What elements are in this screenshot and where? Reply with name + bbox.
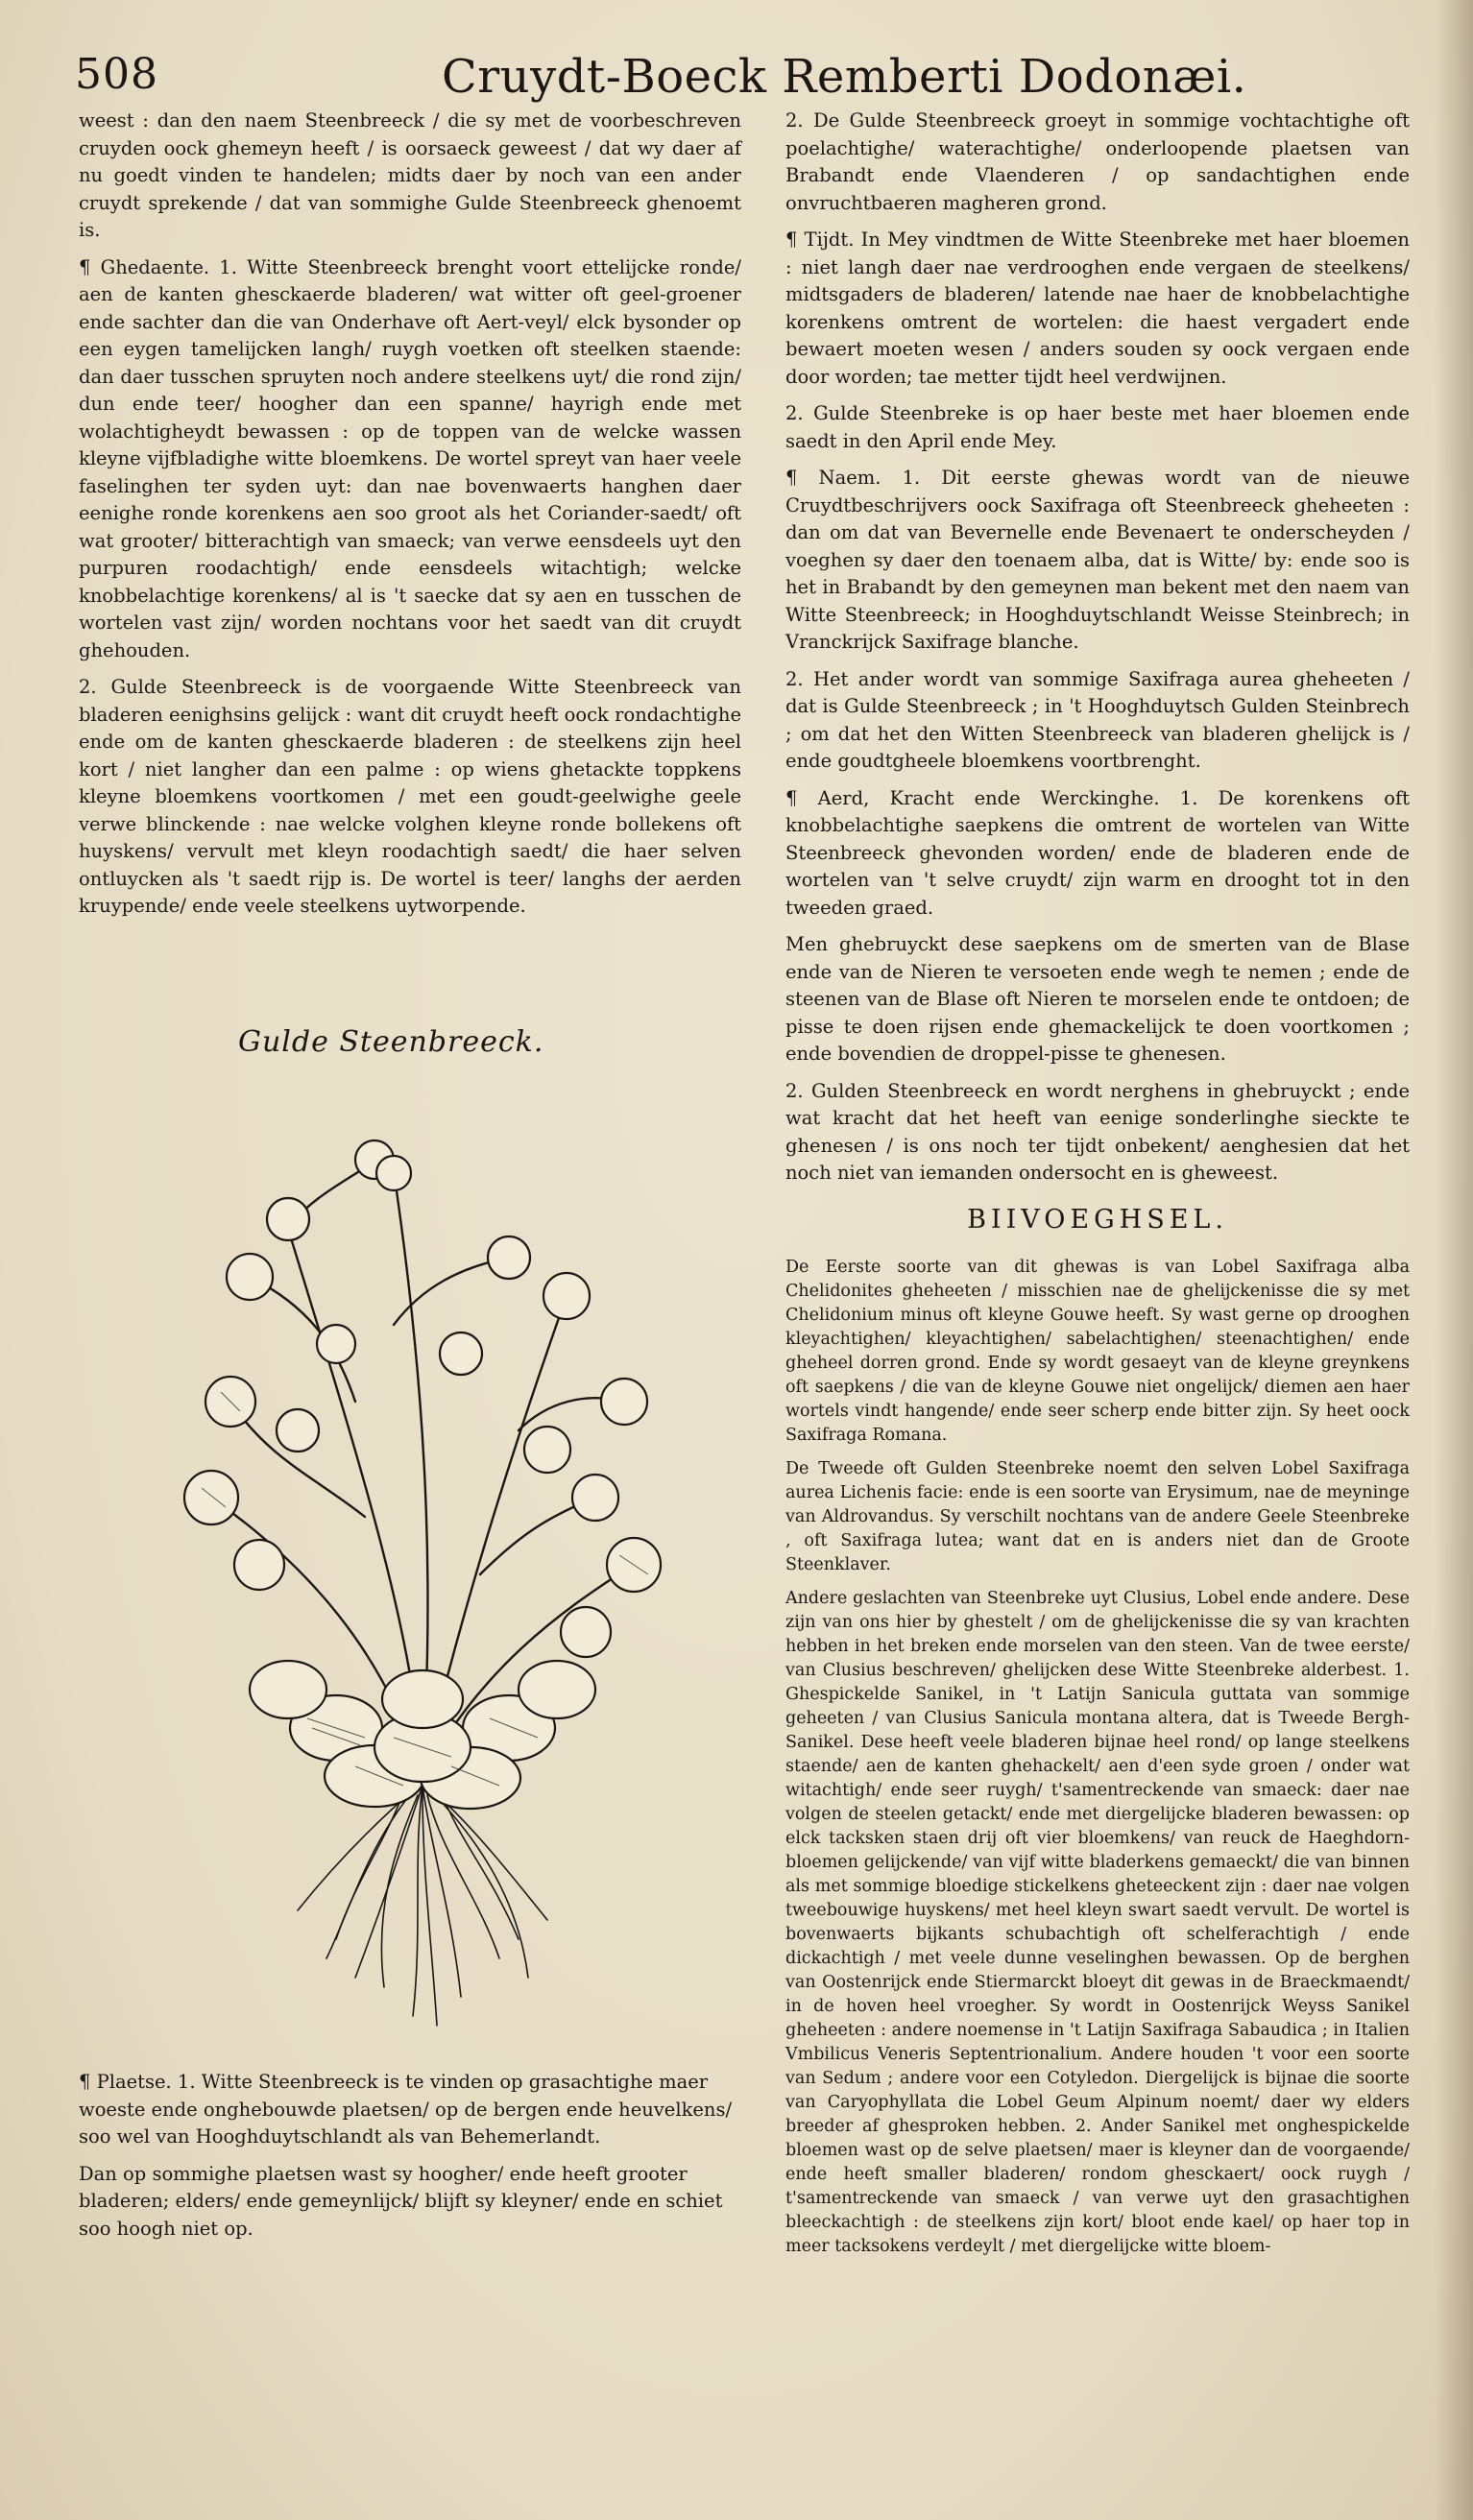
location-section [79,2069,741,2252]
figure-caption: Gulde Steenbreeck. [238,1025,544,1059]
right-paragraph: 2. De Gulde Steenbreeck groeyt in sommige vochtachtighe oft poelachtighe/ waterachtighe/ onderloopende plaetsen van Brabandt ende Vlaenderen / op sandachtighen ende onvruchtbaeren magheren grond. [785,109,1410,214]
location-paragraph: ¶ Plaetse. 1. Witte Steenbreeck is te vinden op grasachtighe maer woeste ende onghebouwde plaetsen/ op de bergen ende heuvelkens/ soo wel van Hooghduytschlandt als van Behemerlandt. [79,2071,733,2148]
left-paragraph: 2. Gulde Steenbreeck is de voorgaende Witte Steenbreeck van bladeren eenighsins gelijck : want dit cruydt heeft oock rondachtighe ende om de kanten ghesckaerde bladeren : de steelkens zijn heel kort / niet langher dan een palme : op wiens ghetackte toppkens kleyne bloemkens voortkomen / met een goudt-geelwighe geele verwe blinckende : nae welcke volghen kleyne ronde bollekens oft huyskens/ vervult met kleyn roodachtigh saedt/ die haer selven ontluycken als 't saedt rijp is. De wortel is teer/ langhs der aerden kruypende/ ende veele steelkens uytworpende. [79,676,741,917]
appendix-paragraph: Andere geslachten van Steenbreke uyt Clusius, Lobel ende andere. Dese zijn van ons hier by ghestelt / om de ghelijckenisse die sy van krachten hebben in het breken ende morselen van den steen. Van de twee eerste/ van Clusius beschreven/ ghelijcken dese Witte Steenbreke alderbest. 1. Ghespickelde Sanikel, in 't Latijn Sanicula guttata van sommige geheeten / van Clusius Sanicula montana altera, dat is Tweede Bergh-Sanikel. Dese heeft veele bladeren bijnae heel rond/ op lange steelkens staende/ aen de kanten ghehackelt/ aen d'een syde groen / onder wat witachtigh/ ende seer ruygh/ t'samentreckende van smaeck: daer nae volgen de steelen getackt/ ende met diergelijcke bladeren bewassen: op elck tacksken staen drij oft vier bloemkens/ van reuck de Haeghdorn-bloemen gelijckende/ van vijf witte bladerkens gemaeckt/ die van binnen als met sommige bloedige stickelkens gheteeckent zijn : daer nae volgen tweebouwige huyskens/ met heel kleyn swart saedt vervult. De wortel is bovenwaerts bijkants schubachtigh oft schelferachtigh / ende dickachtigh / met veele dunne veselinghen bewassen. Op de berghen van Oostenrijck ende Stiermarckt bloeyt dit gewas in de Braeckmaendt/ in de hoven heel vroegher. Sy wordt in Oostenrijck Weyss Sanikel gheheeten : andere noemense in 't Latijn Saxifraga Sabaudica ; in Italien Vmbilicus Veneris Septentrionalium. Andere houden 't voor een soorte van Sedum ; andere voor een Cotyledon. Diergelijck is bijnae die soorte van Caryophyllata die Lobel Geum Alpinum noemt/ daer wy elders breeder af ghesproken hebben. 2. Ander Sanikel met onghespickelde bloemen wast op de selve plaetsen/ maer is kleyner dan de voorgaende/ ende heeft smaller bladeren/ rondom ghesckaert/ oock ruygh / t'samentreckende van smaeck / van verwe uyt den grasachtighen bleeckachtigh : de steelkens zijn kort/ bloot ende kael/ op haer top in meer tacksokens verdeylt / met diergelijcke witte bloem- [785,1588,1410,2256]
roots [298,1786,547,2026]
right-paragraph: Men ghebruyckt dese saepkens om de smerten van de Blase ende van de Nieren te versoeten ende wegh te nemen ; ende de steenen van de Blase oft Nieren te morselen ende te ontdoen; de pisse te doen rijsen ende ghemackelijck te doen voortkomen ; ende bovendien de droppel-pisse te ghenesen. [785,933,1410,1065]
plant-woodcut-illustration [144,1114,701,2035]
right-paragraph: 2. Het ander wordt van sommige Saxifraga aurea gheheeten / dat is Gulde Steenbreeck ; in 't Hooghduytsch Gulden Steinbrech ; om dat het den Witten Steenbreeck van bladeren ghelijck is / ende goudtgheele bloemkens voortbrenght. [785,667,1410,772]
left-paragraph: weest : dan den naem Steenbreeck / die sy met de voorbeschreven cruyden oock ghemeyn heeft / is oorsaeck geweest / dat wy daer af nu goedt vinden te handelen; midts daer by noch van een ander cruydt sprekende / dat van sommighe Gulde Steenbreeck ghenoemt is. [79,109,741,241]
left-paragraph: ¶ Ghedaente. 1. Witte Steenbreeck brenght voort ettelijcke ronde/ aen de kanten ghesckaerde bladeren/ wat witter oft geel-groener ende sachter dan die van Onderhave oft Aert-veyl/ elck bysonder op een eygen tamelijcken langh/ ruygh voetken oft steelken staende: dan daer tusschen spruyten noch andere steelkens uyt/ die rond zijn/ dun ende teer/ hoogher dan een spanne/ hayrigh ende met wolachtigheydt bewassen : op de toppen van de welcke wassen kleyne vijfbladighe witte bloemkens. De wortel spreyt van haer veele faselinghen ter syden uyt: dan nae bovenwaerts hanghen daer eenighe ronde korenkens aen soo groot als het Coriander-saedt/ oft wat grooter/ bitterachtigh van smaeck; van verwe eensdeels uyt den purpuren roodachtigh/ ende eensdeels witachtigh; welcke knobbelachtige korenkens/ al is 't saecke dat sy aen en tusschen de wortelen vast zijn/ worden nochtans voor het saedt van dit cruydt ghehouden. [79,255,741,661]
left-column [79,108,741,930]
location-paragraph: Dan op sommighe plaetsen wast sy hoogher/ ende heeft grooter bladeren; elders/ ende gemeynlijck/ blijft sy kleyner/ ende en schiet soo hoogh niet op. [79,2162,723,2240]
right-paragraph: ¶ Naem. 1. Dit eerste ghewas wordt van de nieuwe Cruydtbeschrijvers oock Saxifraga oft Steenbreeck gheheeten : dan om dat van Bevernelle ende Bevenaert te onderscheyden / voeghen sy daer den toenaem alba, dat is Witte/ by: ende soo is het in Brabandt by den gemeynen man bekent met den naem van Witte Steenbreeck; in Hooghduytschlandt Weisse Steinbrech; in Vranckrijck Saxifrage blanche. [785,467,1410,653]
right-paragraph: ¶ Tijdt. In Mey vindtmen de Witte Steenbreke met haer bloemen : niet langh daer nae verdrooghen ende vergaen de steelkens/ midtsgaders de bladeren/ latende nae haer de knobbelachtighe korenkens omtrent de wortelen: die haest vergadert ende bewaert moeten wesen / anders souden sy oock vergaen ende door worden; tae metter tijdt heel verdwijnen. [785,228,1410,388]
appendix-paragraph: De Eerste soorte van dit ghewas is van Lobel Saxifraga alba Chelidonites gheheeten / misschien nae de ghelijckenisse die sy met Chelidonium minus oft kleyne Gouwe heeft. Sy wast gerne op drooghen kleyachtighen/ kleyachtighen/ sabelachtighen/ steenachtighen/ ende gheheel dorren grond. Ende sy wordt gesaeyt van de kleyne greynkens oft saepkens / die van de kleyne Gouwe niet ongelijck/ diemen aen haer wortels vindt hangende/ ende seer scherp ende bitter zijn. Sy heet oock Saxifraga Romana. [785,1257,1410,1445]
right-paragraph: 2. Gulden Steenbreeck en wordt nerghens in ghebruyckt ; ende wat kracht dat het heeft van eenige sonderlinghe sieckte te ghenesen / is ons noch ter tijdt onbekent/ aenghesien dat het noch niet van iemanden ondersocht en is gheweest. [785,1079,1410,1184]
right-paragraph: 2. Gulde Steenbreke is op haer beste met haer bloemen ende saedt in den April ende Mey. [785,402,1410,452]
appendix-heading: BIIVOEGHSEL. [967,1204,1228,1235]
right-paragraph: ¶ Aerd, Kracht ende Werckinghe. 1. De korenkens oft knobbelachtighe saepkens die omtrent de wortelen van Witte Steenbreeck ghevonden worden/ ende de bladeren ende de wortelen van 't selve cruydt/ zijn warm en drooght tot in den tweeden graed. [785,786,1410,919]
basal-rosette [250,1661,595,1809]
appendix-paragraph: De Tweede oft Gulden Steenbreke noemt den selven Lobel Saxifraga aurea Lichenis facie: ende is een soorte van Erysimum, nae de meyninge van Aldrovandus. Sy verschilt nochtans van de andere Geele Steenbreke , oft Saxifraga lutea; want dat en is anders niet dan de Groote Steenklaver. [785,1458,1410,1574]
running-title: Cruydt-Boeck Remberti Dodonæi. [442,50,1247,104]
page-edge-shadow [1435,0,1473,2520]
right-column [785,108,1410,2268]
page-number: 508 [75,50,158,99]
